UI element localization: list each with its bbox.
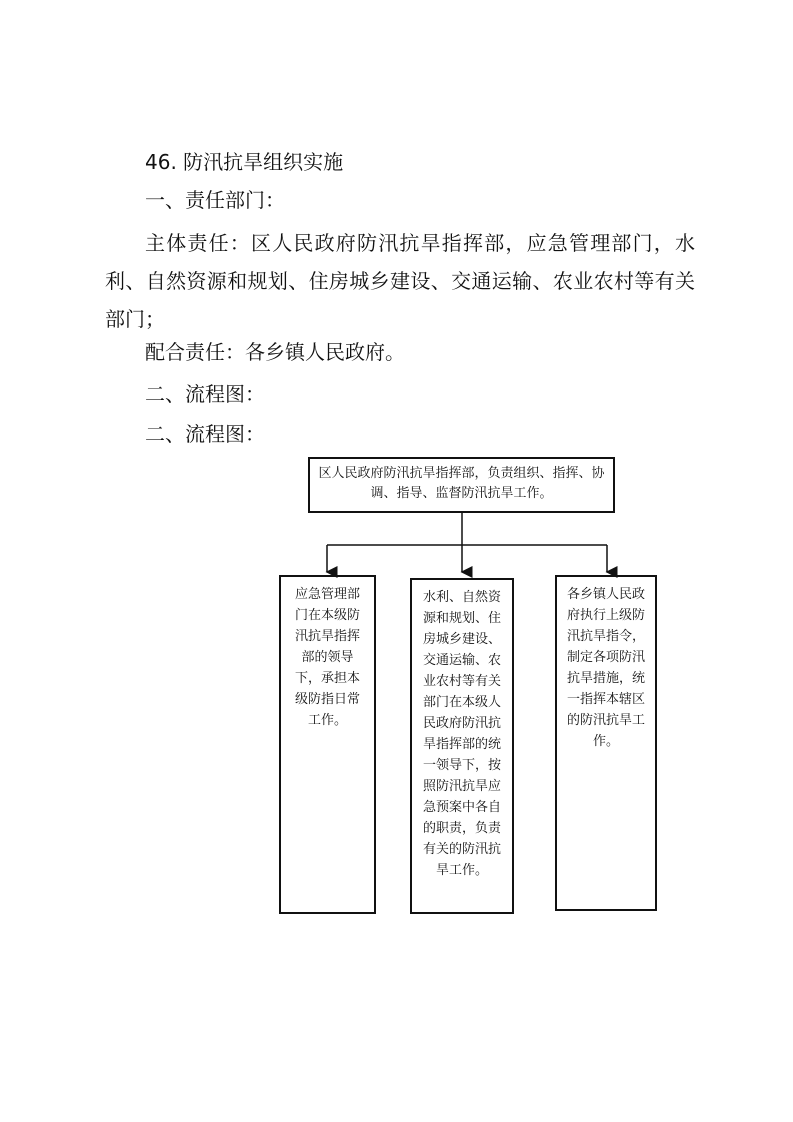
flowchart-top-box: 区人民政府防汛抗旱指挥部，负责组织、指挥、协调、指导、监督防汛抗旱工作。 (308, 457, 615, 513)
section1-title: 一、责任部门： (145, 188, 285, 212)
main-responsibility-text: 主体责任：区人民政府防汛抗旱指挥部，应急管理部门，水利、自然资源和规划、住房城乡建设、交通运输、农业农村等有关部门； (105, 231, 695, 331)
flowchart-right-box: 各乡镇人民政府执行上级防汛抗旱指令，制定各项防汛抗旱措施，统一指挥本辖区的防汛抗旱工作。 (555, 575, 657, 911)
flowchart-middle-box: 水利、自然资源和规划、住房城乡建设、交通运输、农业农村等有关部门在本级人民政府防汛抗旱指挥部的统一领导下，按照防汛抗旱应急预案中各自的职责，负责有关的防汛抗旱工作。 (410, 578, 514, 914)
flowchart-left-box: 应急管理部门在本级防汛抗旱指挥部的领导下，承担本级防指日常工作。 (279, 575, 376, 914)
section2-title-b: 二、流程图： (145, 422, 265, 446)
section2-title-a: 二、流程图： (145, 382, 265, 406)
document-heading: 46. 防汛抗旱组织实施 (145, 150, 344, 174)
cooperating-responsibility-text: 配合责任：各乡镇人民政府。 (145, 340, 405, 364)
